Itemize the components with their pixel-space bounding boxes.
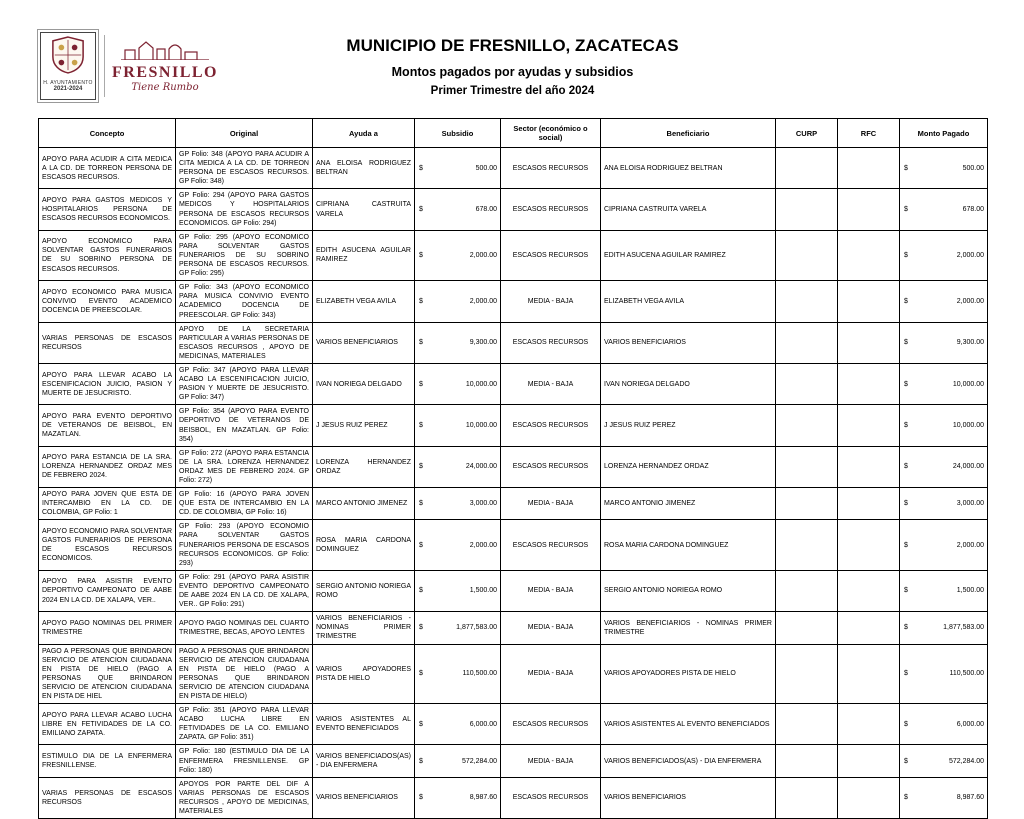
subsidies-table bbox=[38, 118, 988, 819]
table-row bbox=[39, 363, 988, 404]
cell-curp bbox=[776, 612, 838, 644]
col-header-monto-pagado: Monto Pagado bbox=[900, 119, 988, 148]
cell-ayuda-a: VARIOS BENEFICIARIOS bbox=[313, 322, 415, 363]
currency-symbol: $ bbox=[904, 251, 908, 259]
currency-symbol: $ bbox=[904, 720, 908, 728]
cell-monto-pagado bbox=[900, 777, 988, 818]
monto-amount: 2,000.00 bbox=[956, 297, 984, 305]
cell-ayuda-a: CIPRIANA CASTRUITA VARELA bbox=[313, 189, 415, 230]
currency-symbol: $ bbox=[419, 463, 423, 471]
table-row bbox=[39, 704, 988, 745]
cell-rfc bbox=[838, 704, 900, 745]
cell-sector: MEDIA - BAJA bbox=[501, 644, 601, 704]
cell-concepto: APOYO PAGO NOMINAS DEL PRIMER TRIMESTRE bbox=[39, 612, 176, 644]
cell-sector: MEDIA - BAJA bbox=[501, 745, 601, 777]
cell-subsidio bbox=[415, 230, 501, 280]
currency-symbol: $ bbox=[419, 757, 423, 765]
cell-rfc bbox=[838, 745, 900, 777]
cell-original: GP Folio: 295 (APOYO ECONOMICO PARA SOLVENTAR GASTOS FUNERARIOS DE SU SOBRINO PERSONA DE ESCASOS RECURSOS. GP Folio: 295) bbox=[176, 230, 313, 280]
cell-subsidio bbox=[415, 745, 501, 777]
cell-subsidio bbox=[415, 612, 501, 644]
cell-beneficiario: ANA ELOISA RODRIGUEZ BELTRAN bbox=[601, 148, 776, 189]
cell-original: GP Folio: 16 (APOYO PARA JOVEN QUE ESTA DE INTERCAMBIO EN LA CD. DE COLOMBIA, GP Folio: 16) bbox=[176, 488, 313, 520]
table-row bbox=[39, 570, 988, 611]
subsidio-amount: 2,000.00 bbox=[469, 297, 497, 305]
skyline-icon bbox=[119, 40, 211, 65]
col-header-subsidio: Subsidio bbox=[415, 119, 501, 148]
cell-original: GP Folio: 348 (APOYO PARA ACUDIR A CITA MEDICA A LA CD. DE TORREON PERSONA DE ESCASOS RECURSOS. GP Folio: 348) bbox=[176, 148, 313, 189]
cell-rfc bbox=[838, 570, 900, 611]
table-row bbox=[39, 446, 988, 487]
cell-ayuda-a: ROSA MARIA CARDONA DOMINGUEZ bbox=[313, 520, 415, 570]
col-header-concepto: Concepto bbox=[39, 119, 176, 148]
cell-beneficiario: LORENZA HERNANDEZ ORDAZ bbox=[601, 446, 776, 487]
logo-block bbox=[40, 32, 217, 100]
cell-beneficiario: VARIOS BENEFICIARIOS bbox=[601, 322, 776, 363]
cell-sector: ESCASOS RECURSOS bbox=[501, 704, 601, 745]
table-row bbox=[39, 520, 988, 570]
cell-monto-pagado bbox=[900, 488, 988, 520]
cell-sector: MEDIA - BAJA bbox=[501, 281, 601, 322]
cell-concepto: APOYO ECONOMICO PARA SOLVENTAR GASTOS FUNERARIOS DE SU SOBRINO PERSONA DE ESCASOS RECURSOS. bbox=[39, 230, 176, 280]
cell-monto-pagado bbox=[900, 704, 988, 745]
cell-beneficiario: MARCO ANTONIO JIMENEZ bbox=[601, 488, 776, 520]
cell-concepto: PAGO A PERSONAS QUE BRINDARON SERVICIO DE ATENCION CIUDADANA EN PISTA DE HIELO (PAGO A PERSONAS QUE BRINDARON SERVICIO DE ATENCION CIUDADANA EN PISTA DE HIEL bbox=[39, 644, 176, 704]
cell-ayuda-a: ELIZABETH VEGA AVILA bbox=[313, 281, 415, 322]
cell-rfc bbox=[838, 148, 900, 189]
ayuntamiento-seal bbox=[40, 32, 96, 100]
cell-ayuda-a: VARIOS APOYADORES PISTA DE HIELO bbox=[313, 644, 415, 704]
cell-subsidio bbox=[415, 322, 501, 363]
col-header-beneficiario: Beneficiario bbox=[601, 119, 776, 148]
currency-symbol: $ bbox=[904, 297, 908, 305]
currency-symbol: $ bbox=[419, 206, 423, 214]
currency-symbol: $ bbox=[904, 500, 908, 508]
fresnillo-logo bbox=[113, 40, 217, 93]
cell-rfc bbox=[838, 363, 900, 404]
cell-rfc bbox=[838, 405, 900, 446]
cell-curp bbox=[776, 570, 838, 611]
cell-subsidio bbox=[415, 189, 501, 230]
cell-concepto: VARIAS PERSONAS DE ESCASOS RECURSOS bbox=[39, 777, 176, 818]
cell-concepto: APOYO PARA JOVEN QUE ESTA DE INTERCAMBIO EN LA CD. DE COLOMBIA, GP Folio: 1 bbox=[39, 488, 176, 520]
cell-curp bbox=[776, 488, 838, 520]
cell-beneficiario: EDITH ASUCENA AGUILAR RAMIREZ bbox=[601, 230, 776, 280]
cell-subsidio bbox=[415, 405, 501, 446]
currency-symbol: $ bbox=[419, 541, 423, 549]
cell-ayuda-a: SERGIO ANTONIO NORIEGA ROMO bbox=[313, 570, 415, 611]
page-period: Primer Trimestre del año 2024 bbox=[430, 85, 595, 97]
monto-amount: 1,877,583.00 bbox=[943, 624, 984, 632]
cell-original: APOYOS POR PARTE DEL DIF A VARIAS PERSONAS DE ESCASOS RECURSOS , APOYO DE MEDICINAS, MATERIALES bbox=[176, 777, 313, 818]
table-row bbox=[39, 189, 988, 230]
col-header-sector: Sector (económico o social) bbox=[501, 119, 601, 148]
cell-beneficiario: VARIOS BENEFICIARIOS bbox=[601, 777, 776, 818]
monto-amount: 3,000.00 bbox=[956, 500, 984, 508]
cell-rfc bbox=[838, 281, 900, 322]
cell-monto-pagado bbox=[900, 520, 988, 570]
cell-rfc bbox=[838, 520, 900, 570]
cell-monto-pagado bbox=[900, 745, 988, 777]
cell-curp bbox=[776, 405, 838, 446]
subsidio-amount: 2,000.00 bbox=[469, 541, 497, 549]
cell-ayuda-a: IVAN NORIEGA DELGADO bbox=[313, 363, 415, 404]
seal-caption: H. AYUNTAMIENTO bbox=[43, 80, 93, 86]
cell-curp bbox=[776, 281, 838, 322]
cell-rfc bbox=[838, 230, 900, 280]
col-header-rfc: RFC bbox=[838, 119, 900, 148]
col-header-original: Original bbox=[176, 119, 313, 148]
cell-monto-pagado bbox=[900, 446, 988, 487]
cell-curp bbox=[776, 363, 838, 404]
currency-symbol: $ bbox=[419, 500, 423, 508]
monto-amount: 678.00 bbox=[962, 206, 984, 214]
page-subtitle: Montos pagados por ayudas y subsidios bbox=[391, 65, 634, 79]
table-row bbox=[39, 745, 988, 777]
cell-sector: ESCASOS RECURSOS bbox=[501, 322, 601, 363]
cell-rfc bbox=[838, 322, 900, 363]
cell-beneficiario: VARIOS ASISTENTES AL EVENTO BENEFICIADOS bbox=[601, 704, 776, 745]
cell-monto-pagado bbox=[900, 570, 988, 611]
cell-curp bbox=[776, 446, 838, 487]
currency-symbol: $ bbox=[419, 339, 423, 347]
cell-sector: MEDIA - BAJA bbox=[501, 363, 601, 404]
cell-monto-pagado bbox=[900, 148, 988, 189]
cell-original: GP Folio: 272 (APOYO PARA ESTANCIA DE LA SRA. LORENZA HERNANDEZ ORDAZ MES DE FEBRERO 2024. GP Folio: 272) bbox=[176, 446, 313, 487]
logo-divider bbox=[104, 35, 105, 97]
currency-symbol: $ bbox=[904, 794, 908, 802]
col-header-ayuda-a: Ayuda a bbox=[313, 119, 415, 148]
cell-sector: ESCASOS RECURSOS bbox=[501, 777, 601, 818]
currency-symbol: $ bbox=[419, 164, 423, 172]
cell-original: GP Folio: 354 (APOYO PARA EVENTO DEPORTIVO DE VETERANOS DE BEISBOL, EN MAZATLAN. GP Folio: 354) bbox=[176, 405, 313, 446]
table-row bbox=[39, 644, 988, 704]
report-header bbox=[38, 28, 987, 112]
cell-monto-pagado bbox=[900, 230, 988, 280]
subsidio-amount: 1,877,583.00 bbox=[456, 624, 497, 632]
cell-concepto: APOYO PARA GASTOS MEDICOS Y HOSPITALARIOS PERSONA DE ESCASOS RECURSOS ECONOMICOS. bbox=[39, 189, 176, 230]
monto-amount: 10,000.00 bbox=[952, 380, 984, 388]
cell-monto-pagado bbox=[900, 363, 988, 404]
cell-original: GP Folio: 293 (APOYO ECONOMIO PARA SOLVENTAR GASTOS FUNERARIOS PERSONA DE ESCASOS RECURSOS ECONOMICOS. GP Folio: 293) bbox=[176, 520, 313, 570]
currency-symbol: $ bbox=[904, 587, 908, 595]
brand-name: FRESNILLO bbox=[112, 63, 218, 81]
cell-ayuda-a: VARIOS BENEFICIARIOS - NOMINAS PRIMER TRIMESTRE bbox=[313, 612, 415, 644]
subsidio-amount: 6,000.00 bbox=[469, 720, 497, 728]
currency-symbol: $ bbox=[904, 164, 908, 172]
cell-concepto: APOYO PARA EVENTO DEPORTIVO DE VETERANOS DE BEISBOL, EN MAZATLAN. bbox=[39, 405, 176, 446]
table-header-row bbox=[39, 119, 988, 148]
cell-subsidio bbox=[415, 446, 501, 487]
monto-amount: 10,000.00 bbox=[952, 421, 984, 429]
cell-curp bbox=[776, 189, 838, 230]
cell-curp bbox=[776, 322, 838, 363]
cell-rfc bbox=[838, 488, 900, 520]
currency-symbol: $ bbox=[419, 421, 423, 429]
monto-amount: 24,000.00 bbox=[952, 463, 984, 471]
cell-original: GP Folio: 343 (APOYO ECONOMICO PARA MUSICA CONVIVIO EVENTO ACADEMICO DOCENCIA DE PREESCOLAR. GP Folio: 343) bbox=[176, 281, 313, 322]
cell-curp bbox=[776, 230, 838, 280]
table-row bbox=[39, 230, 988, 280]
cell-subsidio bbox=[415, 363, 501, 404]
cell-beneficiario: IVAN NORIEGA DELGADO bbox=[601, 363, 776, 404]
col-header-curp: CURP bbox=[776, 119, 838, 148]
currency-symbol: $ bbox=[904, 670, 908, 678]
currency-symbol: $ bbox=[419, 670, 423, 678]
subsidio-amount: 10,000.00 bbox=[465, 380, 497, 388]
cell-ayuda-a: J JESUS RUIZ PEREZ bbox=[313, 405, 415, 446]
currency-symbol: $ bbox=[419, 251, 423, 259]
cell-curp bbox=[776, 745, 838, 777]
cell-subsidio bbox=[415, 488, 501, 520]
cell-concepto: APOYO PARA ACUDIR A CITA MEDICA A LA CD. DE TORREON PERSONA DE ESCASOS RECURSOS. bbox=[39, 148, 176, 189]
city-seal-icon bbox=[51, 36, 85, 79]
cell-original: GP Folio: 294 (APOYO PARA GASTOS MEDICOS Y HOSPITALARIOS PERSONA DE ESCASOS RECURSOS ECONOMICOS. GP Folio: 294) bbox=[176, 189, 313, 230]
cell-subsidio bbox=[415, 520, 501, 570]
cell-beneficiario: ELIZABETH VEGA AVILA bbox=[601, 281, 776, 322]
cell-monto-pagado bbox=[900, 281, 988, 322]
cell-rfc bbox=[838, 189, 900, 230]
cell-concepto: APOYO PARA ASISTIR EVENTO DEPORTIVO CAMPEONATO DE AABE 2024 EN LA CD. DE XALAPA, VER.. bbox=[39, 570, 176, 611]
cell-beneficiario: VARIOS BENEFICIARIOS - NOMINAS PRIMER TRIMESTRE bbox=[601, 612, 776, 644]
cell-concepto: APOYO ECONOMICO PARA MUSICA CONVIVIO EVENTO ACADEMICO DOCENCIA DE PREESCOLAR. bbox=[39, 281, 176, 322]
cell-original: GP Folio: 180 (ESTIMULO DIA DE LA ENFERMERA FRESNILLENSE. GP Folio: 180) bbox=[176, 745, 313, 777]
cell-ayuda-a: ANA ELOISA RODRIGUEZ BELTRAN bbox=[313, 148, 415, 189]
currency-symbol: $ bbox=[419, 624, 423, 632]
subsidio-amount: 1,500.00 bbox=[469, 587, 497, 595]
cell-original: GP Folio: 291 (APOYO PARA ASISTIR EVENTO DEPORTIVO CAMPEONATO DE AABE 2024 EN LA CD. DE XALAPA, VER.. GP Folio: 291) bbox=[176, 570, 313, 611]
subsidio-amount: 2,000.00 bbox=[469, 251, 497, 259]
cell-ayuda-a: VARIOS BENEFICIADOS(AS) - DIA ENFERMERA bbox=[313, 745, 415, 777]
cell-original: GP Folio: 351 (APOYO PARA LLEVAR ACABO LUCHA LIBRE EN FETIVIDADES DE LA CO. EMILIANO ZAPATA. GP Folio: 351) bbox=[176, 704, 313, 745]
cell-concepto: APOYO ECONOMIO PARA SOLVENTAR GASTOS FUNERARIOS DE PERSONA DE ESCASOS RECURSOS ECONOMICOS. bbox=[39, 520, 176, 570]
cell-curp bbox=[776, 704, 838, 745]
cell-rfc bbox=[838, 446, 900, 487]
cell-curp bbox=[776, 148, 838, 189]
currency-symbol: $ bbox=[419, 794, 423, 802]
currency-symbol: $ bbox=[904, 380, 908, 388]
cell-monto-pagado bbox=[900, 405, 988, 446]
cell-original: APOYO PAGO NOMINAS DEL CUARTO TRIMESTRE, BECAS, APOYO LENTES bbox=[176, 612, 313, 644]
currency-symbol: $ bbox=[904, 206, 908, 214]
cell-curp bbox=[776, 644, 838, 704]
subsidio-amount: 3,000.00 bbox=[469, 500, 497, 508]
cell-beneficiario: VARIOS APOYADORES PISTA DE HIELO bbox=[601, 644, 776, 704]
cell-rfc bbox=[838, 777, 900, 818]
cell-sector: ESCASOS RECURSOS bbox=[501, 148, 601, 189]
subsidio-amount: 572,284.00 bbox=[461, 757, 497, 765]
monto-amount: 1,500.00 bbox=[956, 587, 984, 595]
monto-amount: 2,000.00 bbox=[956, 541, 984, 549]
cell-subsidio bbox=[415, 570, 501, 611]
table-row bbox=[39, 777, 988, 818]
cell-concepto: VARIAS PERSONAS DE ESCASOS RECURSOS bbox=[39, 322, 176, 363]
monto-amount: 572,284.00 bbox=[948, 757, 984, 765]
cell-ayuda-a: VARIOS ASISTENTES AL EVENTO BENEFICIADOS bbox=[313, 704, 415, 745]
currency-symbol: $ bbox=[419, 380, 423, 388]
subsidio-amount: 678.00 bbox=[475, 206, 497, 214]
currency-symbol: $ bbox=[904, 463, 908, 471]
cell-subsidio bbox=[415, 148, 501, 189]
page-title: MUNICIPIO DE FRESNILLO, ZACATECAS bbox=[346, 36, 679, 55]
cell-ayuda-a: MARCO ANTONIO JIMENEZ bbox=[313, 488, 415, 520]
cell-concepto: APOYO PARA ESTANCIA DE LA SRA. LORENZA HERNANDEZ ORDAZ MES DE FEBRERO 2024. bbox=[39, 446, 176, 487]
cell-sector: MEDIA - BAJA bbox=[501, 612, 601, 644]
cell-ayuda-a: EDITH ASUCENA AGUILAR RAMIREZ bbox=[313, 230, 415, 280]
currency-symbol: $ bbox=[419, 587, 423, 595]
monto-amount: 8,987.60 bbox=[956, 794, 984, 802]
subsidio-amount: 24,000.00 bbox=[465, 463, 497, 471]
cell-monto-pagado bbox=[900, 644, 988, 704]
cell-concepto: ESTIMULO DIA DE LA ENFERMERA FRESNILLENSE. bbox=[39, 745, 176, 777]
monto-amount: 2,000.00 bbox=[956, 251, 984, 259]
monto-amount: 9,300.00 bbox=[956, 339, 984, 347]
table-row bbox=[39, 322, 988, 363]
subsidio-amount: 10,000.00 bbox=[465, 421, 497, 429]
cell-rfc bbox=[838, 644, 900, 704]
cell-original: GP Folio: 347 (APOYO PARA LLEVAR ACABO LA ESCENIFICACION JUICIO, PASION Y MUERTE DE JESUCRISTO. GP Folio: 347) bbox=[176, 363, 313, 404]
table-row bbox=[39, 405, 988, 446]
currency-symbol: $ bbox=[904, 541, 908, 549]
cell-beneficiario: CIPRIANA CASTRUITA VARELA bbox=[601, 189, 776, 230]
table-row bbox=[39, 612, 988, 644]
cell-ayuda-a: VARIOS BENEFICIARIOS bbox=[313, 777, 415, 818]
table-row bbox=[39, 488, 988, 520]
cell-subsidio bbox=[415, 777, 501, 818]
table-row bbox=[39, 281, 988, 322]
cell-monto-pagado bbox=[900, 612, 988, 644]
monto-amount: 500.00 bbox=[962, 164, 984, 172]
brand-tagline: Tiene Rumbo bbox=[131, 81, 199, 93]
cell-sector: ESCASOS RECURSOS bbox=[501, 405, 601, 446]
cell-sector: ESCASOS RECURSOS bbox=[501, 446, 601, 487]
cell-beneficiario: ROSA MARIA CARDONA DOMINGUEZ bbox=[601, 520, 776, 570]
cell-sector: ESCASOS RECURSOS bbox=[501, 189, 601, 230]
currency-symbol: $ bbox=[904, 757, 908, 765]
cell-rfc bbox=[838, 612, 900, 644]
currency-symbol: $ bbox=[904, 624, 908, 632]
cell-sector: ESCASOS RECURSOS bbox=[501, 230, 601, 280]
subsidio-amount: 8,987.60 bbox=[469, 794, 497, 802]
subsidio-amount: 9,300.00 bbox=[469, 339, 497, 347]
monto-amount: 110,500.00 bbox=[949, 670, 984, 678]
cell-original: PAGO A PERSONAS QUE BRINDARON SERVICIO DE ATENCION CIUDADANA EN PISTA DE HIELO (PAGO A PERSONAS QUE BRINDARON SERVICIO DE ATENCION CIUDADANA EN PISTA DE HIELO) bbox=[176, 644, 313, 704]
cell-ayuda-a: LORENZA HERNANDEZ ORDAZ bbox=[313, 446, 415, 487]
cell-subsidio bbox=[415, 281, 501, 322]
cell-concepto: APOYO PARA LLEVAR ACABO LUCHA LIBRE EN FETIVIDADES DE LA CO. EMILIANO ZAPATA. bbox=[39, 704, 176, 745]
currency-symbol: $ bbox=[419, 720, 423, 728]
cell-sector: MEDIA - BAJA bbox=[501, 488, 601, 520]
cell-monto-pagado bbox=[900, 322, 988, 363]
cell-subsidio bbox=[415, 644, 501, 704]
cell-monto-pagado bbox=[900, 189, 988, 230]
currency-symbol: $ bbox=[904, 339, 908, 347]
cell-beneficiario: SERGIO ANTONIO NORIEGA ROMO bbox=[601, 570, 776, 611]
cell-curp bbox=[776, 520, 838, 570]
monto-amount: 6,000.00 bbox=[956, 720, 984, 728]
cell-beneficiario: J JESUS RUIZ PEREZ bbox=[601, 405, 776, 446]
table-row bbox=[39, 148, 988, 189]
cell-curp bbox=[776, 777, 838, 818]
cell-concepto: APOYO PARA LLEVAR ACABO LA ESCENIFICACION JUICIO, PASION Y MUERTE DE JESUCRISTO. bbox=[39, 363, 176, 404]
cell-original: APOYO DE LA SECRETARIA PARTICULAR A VARIAS PERSONAS DE ESCASOS RECURSOS , APOYO DE MEDICINAS, MATERIALES bbox=[176, 322, 313, 363]
cell-sector: MEDIA - BAJA bbox=[501, 570, 601, 611]
currency-symbol: $ bbox=[419, 297, 423, 305]
seal-years: 2021-2024 bbox=[53, 86, 83, 92]
currency-symbol: $ bbox=[904, 421, 908, 429]
cell-sector: ESCASOS RECURSOS bbox=[501, 520, 601, 570]
cell-beneficiario: VARIOS BENEFICIADOS(AS) - DIA ENFERMERA bbox=[601, 745, 776, 777]
cell-subsidio bbox=[415, 704, 501, 745]
subsidio-amount: 110,500.00 bbox=[462, 670, 497, 678]
subsidio-amount: 500.00 bbox=[475, 164, 497, 172]
